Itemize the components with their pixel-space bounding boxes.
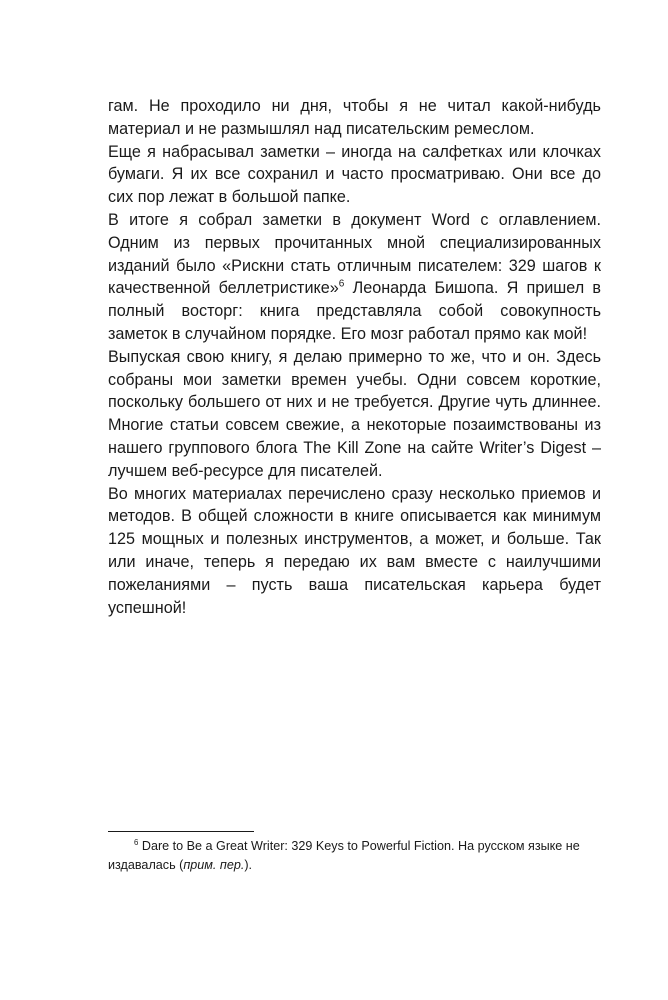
footnote-translator-note: прим. пер. (183, 857, 245, 872)
footnote-number: 6 (134, 837, 139, 847)
paragraph-2: Еще я набрасывал заметки – иногда на салфетках или клочках бумаги. Я их все сохранил и часто просматриваю. Они все до сих пор лежат в большой папке. (108, 142, 601, 207)
paragraph-5: Во многих материалах перечислено сразу несколько приемов и методов. В общей сложности в книге описывается как минимум 125 мощных и полезных инструментов, а может, и больше. Так или иначе, теперь я передаю их вам вместе с наилучшими пожеланиями – пусть ваша писательская карьера будет успешной! (108, 484, 601, 617)
footnote-closing: ). (244, 857, 253, 872)
paragraph-3-end: Леонарда Бишопа. Я пришел в полный восторг: книга представляла собой совокупность заметок в случайном порядке. Его мозг работал прямо как мой! (108, 279, 601, 343)
main-text (108, 95, 601, 619)
paragraph-3 (108, 209, 601, 346)
paragraph-4: Выпуская свою книгу, я делаю примерно то же, что и он. Здесь собраны мои заметки времен учебы. Одни совсем короткие, поскольку большего от них и не требуется. Другие чуть длиннее. Многие статьи совсем свежие, а некоторые позаимствованы из нашего группового блога The Kill Zone на сайте Writer’s Digest – лучшем веб-ресурсе для писателей. (108, 347, 601, 480)
footnote (108, 837, 601, 874)
footnote-text (108, 837, 601, 874)
paragraph-1: гам. Не проходило ни дня, чтобы я не читал какой-нибудь материал и не размышлял над писательским ремеслом. (108, 97, 601, 138)
footnote-reference[interactable]: 6 (338, 278, 345, 290)
paragraph-3-start: В итоге я собрал заметки в документ Word с оглавлением. Одним из первых прочитанных мной специализированных изданий было «Рискни стать отличным писателем: 329 шагов к качественной беллетристике» (108, 210, 601, 298)
footnote-body: Dare to Be a Great Writer: 329 Keys to Powerful Fiction. На русском языке не издавалась ( (108, 839, 580, 872)
footnote-divider (108, 831, 254, 832)
